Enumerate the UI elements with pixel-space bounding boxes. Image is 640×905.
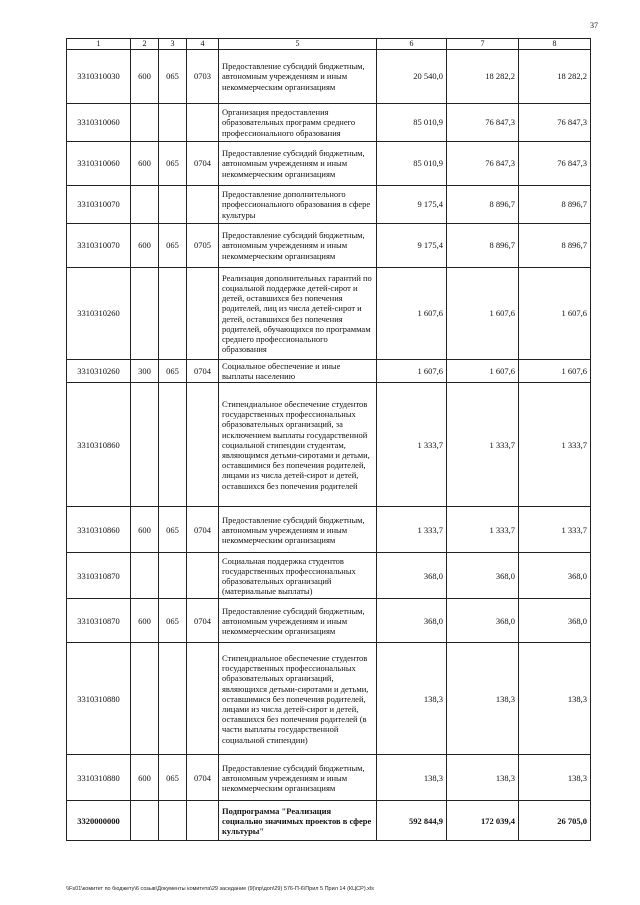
amount-year2-cell: 76 847,3 bbox=[447, 142, 519, 186]
expense-type-cell: 600 bbox=[131, 599, 159, 643]
amount-year2-cell: 76 847,3 bbox=[447, 104, 519, 142]
table-row bbox=[67, 186, 591, 224]
col-header-5: 5 bbox=[219, 39, 377, 50]
amount-year3-cell: 138,3 bbox=[519, 755, 591, 801]
section-code-cell bbox=[187, 268, 219, 360]
target-code-cell: 3310310880 bbox=[67, 755, 131, 801]
header-row bbox=[67, 39, 591, 50]
expense-type-cell bbox=[131, 104, 159, 142]
section-code-cell: 0705 bbox=[187, 224, 219, 268]
target-code-cell: 3310310070 bbox=[67, 186, 131, 224]
amount-year2-cell: 368,0 bbox=[447, 553, 519, 599]
description-cell: Стипендиальное обеспечение студентов государственных профессиональных образовательных организаций, за исключением выплаты государственной социальной стипендии студентам, являющимся детьми-сиротами и детьми, оставшимися без попечения родителей, лицами из числа детей-сирот и детей, оставшихся без попечения родителей bbox=[219, 383, 377, 507]
expense-type-cell bbox=[131, 383, 159, 507]
target-code-cell: 3310310260 bbox=[67, 268, 131, 360]
page-number: 37 bbox=[590, 21, 598, 30]
col-header-2: 2 bbox=[131, 39, 159, 50]
section-code-cell bbox=[187, 186, 219, 224]
amount-year1-cell: 1 607,6 bbox=[377, 268, 447, 360]
amount-year2-cell: 138,3 bbox=[447, 643, 519, 755]
table-row bbox=[67, 142, 591, 186]
section-code-cell: 0703 bbox=[187, 50, 219, 104]
amount-year3-cell: 8 896,7 bbox=[519, 186, 591, 224]
description-cell: Подпрограмма "Реализация социально значимых проектов в сфере культуры" bbox=[219, 801, 377, 841]
expense-type-cell: 300 bbox=[131, 360, 159, 383]
amount-year1-cell: 20 540,0 bbox=[377, 50, 447, 104]
amount-year2-cell: 1 607,6 bbox=[447, 360, 519, 383]
budget-table bbox=[66, 38, 591, 841]
col-header-6: 6 bbox=[377, 39, 447, 50]
table-row bbox=[67, 553, 591, 599]
target-code-cell: 3320000000 bbox=[67, 801, 131, 841]
table-row bbox=[67, 801, 591, 841]
amount-year2-cell: 1 333,7 bbox=[447, 383, 519, 507]
section-code-cell bbox=[187, 553, 219, 599]
administrator-code-cell bbox=[159, 104, 187, 142]
target-code-cell: 3310310060 bbox=[67, 104, 131, 142]
description-cell: Предоставление субсидий бюджетным, автономным учреждениям и иным некоммерческим организациям bbox=[219, 755, 377, 801]
expense-type-cell: 600 bbox=[131, 755, 159, 801]
table-row bbox=[67, 360, 591, 383]
expense-type-cell bbox=[131, 643, 159, 755]
amount-year2-cell: 172 039,4 bbox=[447, 801, 519, 841]
table-row bbox=[67, 268, 591, 360]
amount-year2-cell: 8 896,7 bbox=[447, 224, 519, 268]
expense-type-cell: 600 bbox=[131, 507, 159, 553]
administrator-code-cell bbox=[159, 553, 187, 599]
amount-year1-cell: 368,0 bbox=[377, 599, 447, 643]
expense-type-cell bbox=[131, 553, 159, 599]
table-row bbox=[67, 643, 591, 755]
description-cell: Стипендиальное обеспечение студентов государственных профессиональных образовательных организаций, являющихся детьми-сиротами и детьми, оставшимися без попечения родителей, лицами из числа детей-сирот и детей, оставшихся без попечения родителей (в части выплаты государственной социальной стипендии) bbox=[219, 643, 377, 755]
amount-year3-cell: 368,0 bbox=[519, 599, 591, 643]
section-code-cell: 0704 bbox=[187, 507, 219, 553]
amount-year1-cell: 9 175,4 bbox=[377, 186, 447, 224]
amount-year3-cell: 76 847,3 bbox=[519, 142, 591, 186]
amount-year1-cell: 9 175,4 bbox=[377, 224, 447, 268]
expense-type-cell: 600 bbox=[131, 224, 159, 268]
amount-year1-cell: 592 844,9 bbox=[377, 801, 447, 841]
col-header-1: 1 bbox=[67, 39, 131, 50]
section-code-cell bbox=[187, 104, 219, 142]
amount-year2-cell: 138,3 bbox=[447, 755, 519, 801]
administrator-code-cell: 065 bbox=[159, 599, 187, 643]
amount-year1-cell: 85 010,9 bbox=[377, 142, 447, 186]
administrator-code-cell bbox=[159, 383, 187, 507]
footer-file-path: \\Fs01\комитет по бюджету\6 созыв\Документы комитета\29 заседание (9)\пр\доп\29) 576-П-6\Прил 5 Прил 14 (КЦСР).xls bbox=[66, 886, 374, 892]
col-header-4: 4 bbox=[187, 39, 219, 50]
description-cell: Предоставление дополнительного профессионального образования в сфере культуры bbox=[219, 186, 377, 224]
administrator-code-cell: 065 bbox=[159, 360, 187, 383]
description-cell: Социальная поддержка студентов государственных профессиональных образовательных организаций (материальные выплаты) bbox=[219, 553, 377, 599]
table-row bbox=[67, 755, 591, 801]
amount-year1-cell: 138,3 bbox=[377, 755, 447, 801]
target-code-cell: 3310310860 bbox=[67, 383, 131, 507]
section-code-cell: 0704 bbox=[187, 360, 219, 383]
amount-year3-cell: 1 333,7 bbox=[519, 507, 591, 553]
amount-year1-cell: 368,0 bbox=[377, 553, 447, 599]
table-row bbox=[67, 507, 591, 553]
amount-year3-cell: 18 282,2 bbox=[519, 50, 591, 104]
administrator-code-cell: 065 bbox=[159, 142, 187, 186]
expense-type-cell: 600 bbox=[131, 142, 159, 186]
administrator-code-cell: 065 bbox=[159, 755, 187, 801]
administrator-code-cell bbox=[159, 268, 187, 360]
expense-type-cell bbox=[131, 186, 159, 224]
target-code-cell: 3310310870 bbox=[67, 553, 131, 599]
description-cell: Предоставление субсидий бюджетным, автономным учреждениям и иным некоммерческим организациям bbox=[219, 50, 377, 104]
administrator-code-cell: 065 bbox=[159, 50, 187, 104]
amount-year3-cell: 26 705,0 bbox=[519, 801, 591, 841]
target-code-cell: 3310310030 bbox=[67, 50, 131, 104]
administrator-code-cell: 065 bbox=[159, 507, 187, 553]
description-cell: Реализация дополнительных гарантий по социальной поддержке детей-сирот и детей, оставшихся без попечения родителей, лиц из числа детей-сирот и детей, оставшихся без попечения родителей, обучающихся по программам среднего профессионального образования bbox=[219, 268, 377, 360]
amount-year3-cell: 138,3 bbox=[519, 643, 591, 755]
amount-year3-cell: 1 607,6 bbox=[519, 268, 591, 360]
col-header-8: 8 bbox=[519, 39, 591, 50]
col-header-7: 7 bbox=[447, 39, 519, 50]
description-cell: Организация предоставления образовательных программ среднего профессионального образования bbox=[219, 104, 377, 142]
description-cell: Социальное обеспечение и иные выплаты населению bbox=[219, 360, 377, 383]
table-row bbox=[67, 599, 591, 643]
amount-year1-cell: 138,3 bbox=[377, 643, 447, 755]
description-cell: Предоставление субсидий бюджетным, автономным учреждениям и иным некоммерческим организациям bbox=[219, 507, 377, 553]
amount-year3-cell: 1 607,6 bbox=[519, 360, 591, 383]
expense-type-cell bbox=[131, 801, 159, 841]
amount-year1-cell: 1 333,7 bbox=[377, 507, 447, 553]
target-code-cell: 3310310870 bbox=[67, 599, 131, 643]
amount-year1-cell: 1 333,7 bbox=[377, 383, 447, 507]
target-code-cell: 3310310860 bbox=[67, 507, 131, 553]
description-cell: Предоставление субсидий бюджетным, автономным учреждениям и иным некоммерческим организациям bbox=[219, 142, 377, 186]
description-cell: Предоставление субсидий бюджетным, автономным учреждениям и иным некоммерческим организациям bbox=[219, 224, 377, 268]
administrator-code-cell bbox=[159, 801, 187, 841]
section-code-cell: 0704 bbox=[187, 755, 219, 801]
table-body bbox=[67, 50, 591, 841]
amount-year2-cell: 18 282,2 bbox=[447, 50, 519, 104]
administrator-code-cell bbox=[159, 643, 187, 755]
section-code-cell bbox=[187, 383, 219, 507]
amount-year2-cell: 8 896,7 bbox=[447, 186, 519, 224]
table-row bbox=[67, 50, 591, 104]
amount-year2-cell: 368,0 bbox=[447, 599, 519, 643]
amount-year3-cell: 1 333,7 bbox=[519, 383, 591, 507]
section-code-cell: 0704 bbox=[187, 142, 219, 186]
target-code-cell: 3310310880 bbox=[67, 643, 131, 755]
section-code-cell: 0704 bbox=[187, 599, 219, 643]
table-row bbox=[67, 104, 591, 142]
amount-year3-cell: 8 896,7 bbox=[519, 224, 591, 268]
administrator-code-cell: 065 bbox=[159, 224, 187, 268]
col-header-3: 3 bbox=[159, 39, 187, 50]
target-code-cell: 3310310070 bbox=[67, 224, 131, 268]
amount-year3-cell: 76 847,3 bbox=[519, 104, 591, 142]
table-row bbox=[67, 224, 591, 268]
amount-year2-cell: 1 607,6 bbox=[447, 268, 519, 360]
expense-type-cell bbox=[131, 268, 159, 360]
target-code-cell: 3310310060 bbox=[67, 142, 131, 186]
table-row bbox=[67, 383, 591, 507]
amount-year3-cell: 368,0 bbox=[519, 553, 591, 599]
description-cell: Предоставление субсидий бюджетным, автономным учреждениям и иным некоммерческим организациям bbox=[219, 599, 377, 643]
target-code-cell: 3310310260 bbox=[67, 360, 131, 383]
amount-year1-cell: 1 607,6 bbox=[377, 360, 447, 383]
amount-year1-cell: 85 010,9 bbox=[377, 104, 447, 142]
amount-year2-cell: 1 333,7 bbox=[447, 507, 519, 553]
section-code-cell bbox=[187, 643, 219, 755]
section-code-cell bbox=[187, 801, 219, 841]
administrator-code-cell bbox=[159, 186, 187, 224]
expense-type-cell: 600 bbox=[131, 50, 159, 104]
